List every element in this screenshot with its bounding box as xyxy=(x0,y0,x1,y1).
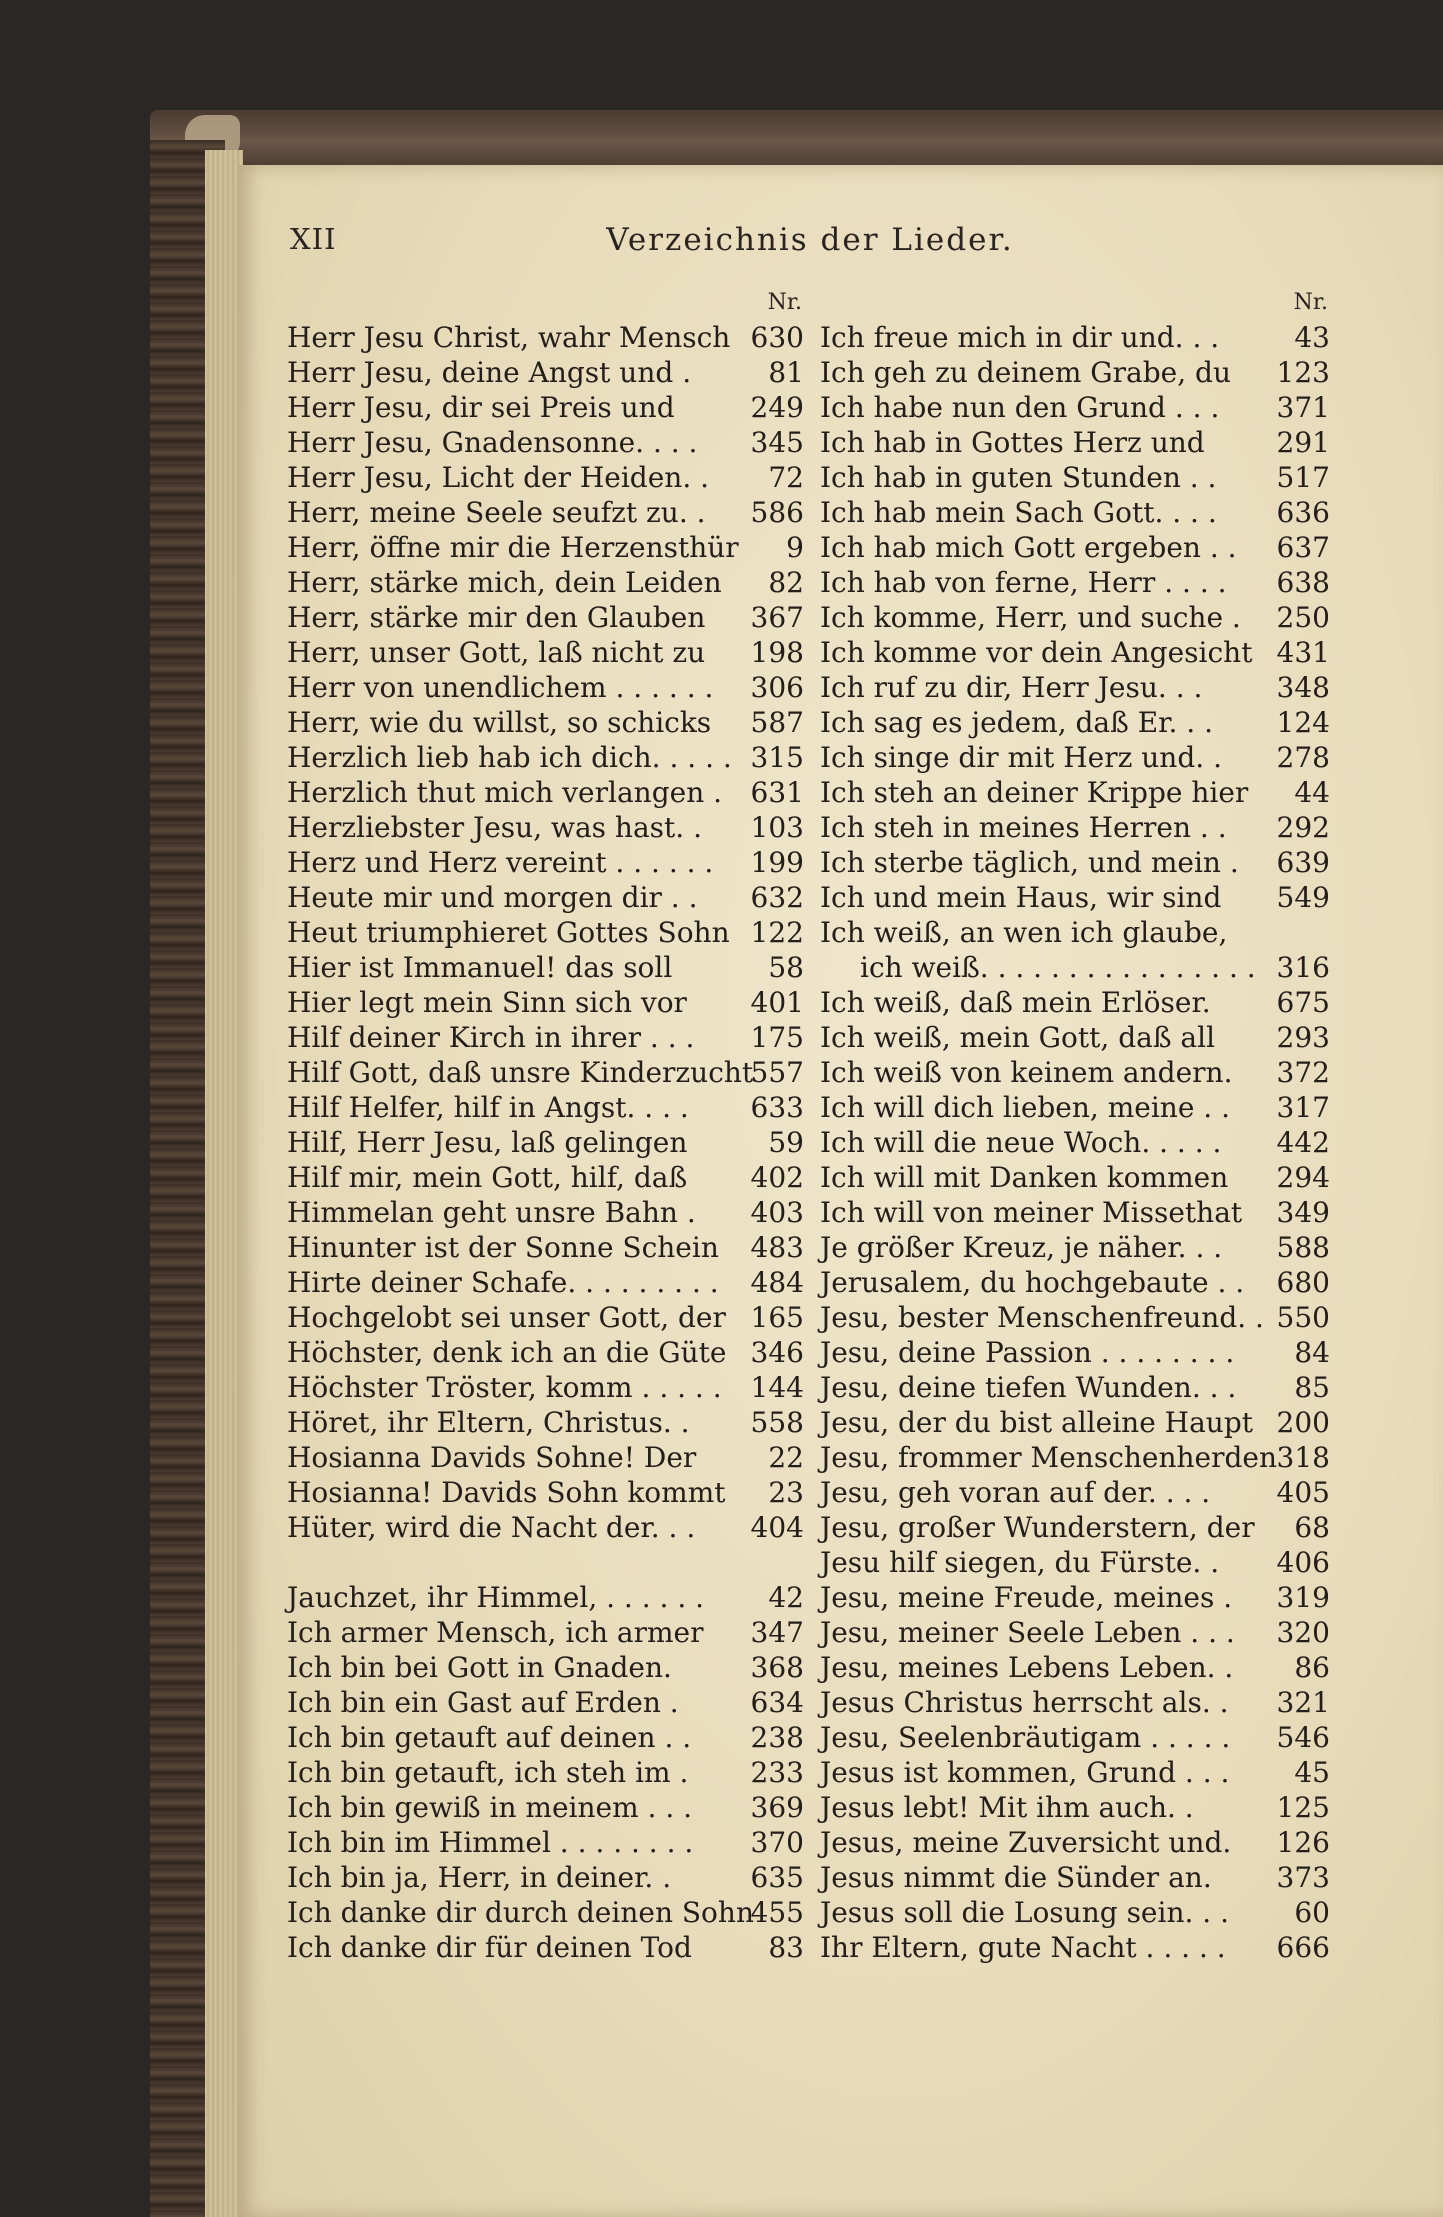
hymn-number: 345 xyxy=(750,426,804,459)
hymn-number: 199 xyxy=(750,846,804,879)
index-entry xyxy=(820,565,1330,600)
index-entry xyxy=(287,775,804,810)
hymn-title: Herz und Herz vereint . . . . . . xyxy=(287,846,714,879)
hymn-title: Ich ruf zu dir, Herr Jesu. . . xyxy=(820,671,1203,704)
hymn-title: Jesu, meiner Seele Leben . . . xyxy=(820,1616,1235,1649)
hymn-title: Ich armer Mensch, ich armer xyxy=(287,1616,704,1649)
hymn-number: 84 xyxy=(1294,1336,1330,1369)
hymn-title: Ich hab in guten Stunden . . xyxy=(820,461,1217,494)
hymn-title: Hüter, wird die Nacht der. . . xyxy=(287,1511,696,1544)
hymn-title: Ich komme vor dein Angesicht xyxy=(820,636,1253,669)
hymn-number: 318 xyxy=(1276,1441,1330,1474)
hymn-title: Ich will dich lieben, meine . . xyxy=(820,1091,1230,1124)
index-entry xyxy=(287,1440,804,1475)
hymn-number: 637 xyxy=(1276,531,1330,564)
index-entry xyxy=(820,1545,1330,1580)
hymn-title: Ich bin ein Gast auf Erden . xyxy=(287,1686,679,1719)
hymn-number: 558 xyxy=(750,1406,804,1439)
hymn-title: Jesu, meines Lebens Leben. . xyxy=(820,1651,1234,1684)
hymn-title: Jesus ist kommen, Grund . . . xyxy=(820,1756,1230,1789)
index-entry xyxy=(820,740,1330,775)
index-entry xyxy=(287,1300,804,1335)
hymn-number: 588 xyxy=(1276,1231,1330,1264)
hymn-title: Herr Jesu, Gnadensonne. . . . xyxy=(287,426,698,459)
page-number: XII xyxy=(290,222,337,256)
index-entry xyxy=(820,1300,1330,1335)
index-entry xyxy=(820,1405,1330,1440)
hymn-title: Je größer Kreuz, je näher. . . xyxy=(820,1231,1223,1264)
hymn-number: 636 xyxy=(1276,496,1330,529)
index-entry xyxy=(287,530,804,565)
index-entry xyxy=(287,1370,804,1405)
hymn-title: Herr Jesu, dir sei Preis und xyxy=(287,391,675,424)
hymn-title: Ich hab mich Gott ergeben . . xyxy=(820,531,1237,564)
hymn-number: 85 xyxy=(1294,1371,1330,1404)
index-entry xyxy=(287,1335,804,1370)
hymn-number: 60 xyxy=(1294,1896,1330,1929)
index-entry xyxy=(287,1650,804,1685)
hymn-number: 550 xyxy=(1276,1301,1330,1334)
hymn-title: Hilf, Herr Jesu, laß gelingen xyxy=(287,1126,688,1159)
hymn-number: 123 xyxy=(1276,356,1330,389)
hymn-title: Ich sterbe täglich, und mein . xyxy=(820,846,1239,879)
hymn-title: Jauchzet, ihr Himmel, . . . . . . xyxy=(287,1581,705,1614)
hymn-number: 402 xyxy=(750,1161,804,1194)
hymn-title: Ich steh in meines Herren . . xyxy=(820,811,1227,844)
hymn-title: Ich will die neue Woch. . . . . xyxy=(820,1126,1222,1159)
index-entry xyxy=(820,1755,1330,1790)
hymn-number: 347 xyxy=(750,1616,804,1649)
index-entry xyxy=(820,1020,1330,1055)
hymn-title: Herr von unendlichem . . . . . . xyxy=(287,671,714,704)
hymn-title: Herr Jesu, Licht der Heiden. . xyxy=(287,461,710,494)
hymn-number: 517 xyxy=(1276,461,1330,494)
index-entry xyxy=(287,495,804,530)
hymn-number: 43 xyxy=(1294,321,1330,354)
index-entry xyxy=(820,1160,1330,1195)
index-entry xyxy=(287,390,804,425)
hymn-title: Jesu, der du bist alleine Haupt xyxy=(820,1406,1253,1439)
hymn-number: 249 xyxy=(750,391,804,424)
hymn-title: Jesu, großer Wunderstern, der xyxy=(820,1511,1255,1544)
hymn-title: Ich habe nun den Grund . . . xyxy=(820,391,1220,424)
hymn-title: Ich bin bei Gott in Gnaden. xyxy=(287,1651,672,1684)
hymn-title: Herzliebster Jesu, was hast. . xyxy=(287,811,702,844)
hymn-number: 175 xyxy=(750,1021,804,1054)
hymn-number: 42 xyxy=(768,1581,804,1614)
index-entry xyxy=(820,1650,1330,1685)
index-entry xyxy=(287,635,804,670)
hymn-title: Jesu, meine Freude, meines . xyxy=(820,1581,1233,1614)
hymn-number: 122 xyxy=(750,916,804,949)
index-entry xyxy=(820,705,1330,740)
hymn-title: Jesus nimmt die Sünder an. xyxy=(820,1861,1212,1894)
hymn-number: 58 xyxy=(768,951,804,984)
hymn-number: 233 xyxy=(750,1756,804,1789)
index-entry xyxy=(287,1860,804,1895)
hymn-number: 81 xyxy=(768,356,804,389)
hymn-title: Jesu, frommer Menschenherden xyxy=(820,1441,1278,1474)
hymn-number: 680 xyxy=(1276,1266,1330,1299)
index-entry xyxy=(820,425,1330,460)
hymn-number: 630 xyxy=(750,321,804,354)
hymn-number: 549 xyxy=(1276,881,1330,914)
index-entry xyxy=(287,1125,804,1160)
hymn-title: Jesus Christus herrscht als. . xyxy=(820,1686,1229,1719)
hymn-title: Herr Jesu Christ, wahr Mensch xyxy=(287,321,731,354)
hymn-number: 633 xyxy=(750,1091,804,1124)
hymn-title: Hilf mir, mein Gott, hilf, daß xyxy=(287,1161,688,1194)
hymn-title: Herzlich thut mich verlangen . xyxy=(287,776,723,809)
hymn-title: Ich weiß, an wen ich glaube, xyxy=(820,916,1228,949)
hymn-number: 292 xyxy=(1276,811,1330,844)
index-entry xyxy=(287,1475,804,1510)
index-entry xyxy=(287,1195,804,1230)
hymn-number: 125 xyxy=(1276,1791,1330,1824)
index-entry xyxy=(820,775,1330,810)
index-entry xyxy=(287,460,804,495)
index-entry xyxy=(287,740,804,775)
index-entry xyxy=(820,1090,1330,1125)
hymn-number: 557 xyxy=(750,1056,804,1089)
index-entry xyxy=(287,1615,804,1650)
index-entry xyxy=(287,1580,804,1615)
hymn-title: Höchster Tröster, komm . . . . . xyxy=(287,1371,722,1404)
index-entry xyxy=(287,985,804,1020)
hymn-title: Hosianna Davids Sohne! Der xyxy=(287,1441,697,1474)
hymn-title: Ich will von meiner Missethat xyxy=(820,1196,1243,1229)
hymn-number: 165 xyxy=(750,1301,804,1334)
hymn-number: 635 xyxy=(750,1861,804,1894)
index-entry xyxy=(820,1685,1330,1720)
hymn-number: 23 xyxy=(768,1476,804,1509)
hymn-title: Ich weiß, mein Gott, daß all xyxy=(820,1021,1216,1054)
hymn-title: Jesu hilf siegen, du Fürste. . xyxy=(820,1546,1220,1579)
hymn-title: Jesu, deine Passion . . . . . . . . xyxy=(820,1336,1235,1369)
hymn-title: Hilf deiner Kirch in ihrer . . . xyxy=(287,1021,695,1054)
hymn-title: Herzlich lieb hab ich dich. . . . . xyxy=(287,741,732,774)
hymn-title: Jesus, meine Zuversicht und. xyxy=(820,1826,1232,1859)
index-entry xyxy=(820,530,1330,565)
hymn-title: Herr, stärke mich, dein Leiden xyxy=(287,566,722,599)
index-entry xyxy=(820,355,1330,390)
hymn-title: Ich hab von ferne, Herr . . . . xyxy=(820,566,1227,599)
index-entry xyxy=(820,1860,1330,1895)
hymn-number: 86 xyxy=(1294,1651,1330,1684)
index-entry xyxy=(820,1125,1330,1160)
hymn-title: Höchster, denk ich an die Güte xyxy=(287,1336,727,1369)
hymn-title: Hinunter ist der Sonne Schein xyxy=(287,1231,719,1264)
hymn-title: Jerusalem, du hochgebaute . . xyxy=(820,1266,1245,1299)
hymn-number: 406 xyxy=(1276,1546,1330,1579)
hymn-title: Ich bin gewiß in meinem . . . xyxy=(287,1791,693,1824)
hymn-title: Ich bin getauft auf deinen . . xyxy=(287,1721,692,1754)
hymn-title: Herr Jesu, deine Angst und . xyxy=(287,356,692,389)
hymn-number: 587 xyxy=(750,706,804,739)
index-entry xyxy=(287,1510,804,1545)
entry-list-right xyxy=(820,320,1330,1965)
hymn-number: 319 xyxy=(1276,1581,1330,1614)
hymn-number: 238 xyxy=(750,1721,804,1754)
index-entry xyxy=(820,1930,1330,1965)
index-entry xyxy=(287,810,804,845)
hymn-number: 349 xyxy=(1276,1196,1330,1229)
hymn-number: 9 xyxy=(786,531,804,564)
hymn-title: Ich und mein Haus, wir sind xyxy=(820,881,1222,914)
index-entry xyxy=(287,1895,804,1930)
index-entry xyxy=(820,495,1330,530)
hymn-number: 372 xyxy=(1276,1056,1330,1089)
hymn-number: 59 xyxy=(768,1126,804,1159)
hymn-title: Hochgelobt sei unser Gott, der xyxy=(287,1301,726,1334)
hymn-number: 639 xyxy=(1276,846,1330,879)
hymn-number: 315 xyxy=(750,741,804,774)
hymn-title: Ich danke dir für deinen Tod xyxy=(287,1931,692,1964)
hymn-title: Ich weiß von keinem andern. xyxy=(820,1056,1233,1089)
hymn-title: Jesu, geh voran auf der. . . . xyxy=(820,1476,1211,1509)
hymn-number: 103 xyxy=(750,811,804,844)
index-entry xyxy=(287,845,804,880)
index-entry xyxy=(820,1265,1330,1300)
index-entry xyxy=(820,1335,1330,1370)
hymn-title: Ich geh zu deinem Grabe, du xyxy=(820,356,1231,389)
hymn-title: Ich bin getauft, ich steh im . xyxy=(287,1756,689,1789)
hymn-number: 368 xyxy=(750,1651,804,1684)
running-head xyxy=(0,222,1443,262)
hymn-number: 484 xyxy=(750,1266,804,1299)
index-entry xyxy=(287,1685,804,1720)
hymn-title: Ich danke dir durch deinen Sohn xyxy=(287,1896,754,1929)
hymn-title: Heut triumphieret Gottes Sohn xyxy=(287,916,730,949)
index-entry xyxy=(287,320,804,355)
hymn-title: Hier legt mein Sinn sich vor xyxy=(287,986,687,1019)
hymn-number: 200 xyxy=(1276,1406,1330,1439)
index-entry xyxy=(820,810,1330,845)
index-entry xyxy=(287,880,804,915)
hymn-number: 316 xyxy=(1276,951,1330,984)
hymn-number: 291 xyxy=(1276,426,1330,459)
index-entry xyxy=(820,915,1330,950)
hymn-number: 45 xyxy=(1294,1756,1330,1789)
hymn-title: Höret, ihr Eltern, Christus. . xyxy=(287,1406,690,1439)
index-entry xyxy=(820,320,1330,355)
hymn-number: 401 xyxy=(750,986,804,1019)
index-entry xyxy=(287,1055,804,1090)
index-entry xyxy=(287,705,804,740)
nr-column-label: Nr. xyxy=(767,290,802,315)
index-entry xyxy=(820,1720,1330,1755)
index-entry xyxy=(820,1370,1330,1405)
hymn-number: 370 xyxy=(750,1826,804,1859)
hymn-title: Heute mir und morgen dir . . xyxy=(287,881,698,914)
index-entry xyxy=(287,1930,804,1965)
index-entry xyxy=(287,355,804,390)
hymn-title: Jesu, bester Menschenfreund. . xyxy=(820,1301,1264,1334)
hymn-number: 346 xyxy=(750,1336,804,1369)
hymn-number: 126 xyxy=(1276,1826,1330,1859)
hymn-title: Ich will mit Danken kommen xyxy=(820,1161,1229,1194)
hymn-number: 442 xyxy=(1276,1126,1330,1159)
hymn-number: 306 xyxy=(750,671,804,704)
index-entry xyxy=(820,390,1330,425)
index-entry xyxy=(820,1510,1330,1545)
hymn-number: 631 xyxy=(750,776,804,809)
index-entry xyxy=(820,1825,1330,1860)
index-entry xyxy=(287,1265,804,1300)
hymn-title: Ich bin im Himmel . . . . . . . . xyxy=(287,1826,694,1859)
hymn-number: 675 xyxy=(1276,986,1330,1019)
hymn-number: 144 xyxy=(750,1371,804,1404)
hymn-title: Himmelan geht unsre Bahn . xyxy=(287,1196,696,1229)
index-entry xyxy=(287,1160,804,1195)
hymn-number: 455 xyxy=(750,1896,804,1929)
hymn-number: 82 xyxy=(768,566,804,599)
index-entry xyxy=(287,1720,804,1755)
index-entry xyxy=(820,1440,1330,1475)
index-entry xyxy=(287,1020,804,1055)
hymn-title: Herr, stärke mir den Glauben xyxy=(287,601,706,634)
index-entry xyxy=(287,565,804,600)
index-entry xyxy=(287,1755,804,1790)
hymn-title: Ich bin ja, Herr, in deiner. . xyxy=(287,1861,672,1894)
hymn-number: 294 xyxy=(1276,1161,1330,1194)
index-entry xyxy=(820,1790,1330,1825)
hymn-title: Ich weiß, daß mein Erlöser. xyxy=(820,986,1211,1019)
hymn-title: Jesus lebt! Mit ihm auch. . xyxy=(820,1791,1194,1824)
hymn-title: Ihr Eltern, gute Nacht . . . . . xyxy=(820,1931,1226,1964)
hymn-title: Ich komme, Herr, und suche . xyxy=(820,601,1241,634)
hymn-title: ich weiß. . . . . . . . . . . . . . . . xyxy=(860,951,1256,984)
hymn-title: Ich hab in Gottes Herz und xyxy=(820,426,1205,459)
hymn-title: Hilf Helfer, hilf in Angst. . . . xyxy=(287,1091,689,1124)
hymn-number: 293 xyxy=(1276,1021,1330,1054)
hymn-title: Ich hab mein Sach Gott. . . . xyxy=(820,496,1217,529)
hymn-number: 278 xyxy=(1276,741,1330,774)
hymn-number: 371 xyxy=(1276,391,1330,424)
hymn-number: 483 xyxy=(750,1231,804,1264)
index-entry xyxy=(820,1615,1330,1650)
hymn-title: Hirte deiner Schafe. . . . . . . . . xyxy=(287,1266,719,1299)
hymn-number: 321 xyxy=(1276,1686,1330,1719)
hymn-title: Ich freue mich in dir und. . . xyxy=(820,321,1220,354)
hymn-title: Ich steh an deiner Krippe hier xyxy=(820,776,1249,809)
index-entry xyxy=(287,915,804,950)
hymn-title: Hosianna! Davids Sohn kommt xyxy=(287,1476,726,1509)
index-entry xyxy=(820,880,1330,915)
index-entry xyxy=(287,1825,804,1860)
hymn-title: Herr, meine Seele seufzt zu. . xyxy=(287,496,706,529)
index-entry xyxy=(287,425,804,460)
index-entry xyxy=(820,1580,1330,1615)
hymn-number: 72 xyxy=(768,461,804,494)
hymn-number: 22 xyxy=(768,1441,804,1474)
hymn-number: 68 xyxy=(1294,1511,1330,1544)
hymn-number: 373 xyxy=(1276,1861,1330,1894)
hymn-number: 638 xyxy=(1276,566,1330,599)
index-entry xyxy=(820,1055,1330,1090)
hymn-number: 250 xyxy=(1276,601,1330,634)
hymn-title: Jesus soll die Losung sein. . . xyxy=(820,1896,1229,1929)
entry-list-left xyxy=(287,320,804,1965)
index-entry xyxy=(287,1545,804,1580)
hymn-number: 431 xyxy=(1276,636,1330,669)
index-entry xyxy=(287,1230,804,1265)
index-entry xyxy=(820,600,1330,635)
index-entry xyxy=(820,670,1330,705)
index-entry xyxy=(820,635,1330,670)
hymn-number: 348 xyxy=(1276,671,1330,704)
hymn-number: 586 xyxy=(750,496,804,529)
hymn-title: Hier ist Immanuel! das soll xyxy=(287,951,673,984)
index-entry xyxy=(820,1475,1330,1510)
hymn-number: 317 xyxy=(1276,1091,1330,1124)
hymn-number: 369 xyxy=(750,1791,804,1824)
hymn-number: 666 xyxy=(1276,1931,1330,1964)
index-entry xyxy=(287,670,804,705)
page-title: Verzeichnis der Lieder. xyxy=(606,222,1014,258)
hymn-number: 124 xyxy=(1276,706,1330,739)
hymn-title: Hilf Gott, daß unsre Kinderzucht xyxy=(287,1056,754,1089)
hymn-title: Jesu, deine tiefen Wunden. . . xyxy=(820,1371,1237,1404)
hymn-title: Herr, unser Gott, laß nicht zu xyxy=(287,636,706,669)
index-entry xyxy=(820,1895,1330,1930)
hymn-number: 546 xyxy=(1276,1721,1330,1754)
index-entry xyxy=(287,600,804,635)
index-entry xyxy=(820,460,1330,495)
index-entry xyxy=(287,1790,804,1825)
hymn-title: Herr, öffne mir die Herzensthür xyxy=(287,531,739,564)
hymn-number: 403 xyxy=(750,1196,804,1229)
index-entry xyxy=(820,1230,1330,1265)
hymn-number: 634 xyxy=(750,1686,804,1719)
hymn-title: Herr, wie du willst, so schicks xyxy=(287,706,712,739)
index-entry xyxy=(820,985,1330,1020)
index-entry xyxy=(287,950,804,985)
index-entry xyxy=(287,1090,804,1125)
hymn-title: Ich sag es jedem, daß Er. . . xyxy=(820,706,1213,739)
nr-column-label: Nr. xyxy=(1293,290,1328,315)
hymn-title: Ich singe dir mit Herz und. . xyxy=(820,741,1222,774)
hymn-number: 367 xyxy=(750,601,804,634)
hymn-number: 44 xyxy=(1294,776,1330,809)
hymn-number: 320 xyxy=(1276,1616,1330,1649)
index-entry xyxy=(820,845,1330,880)
hymn-number: 405 xyxy=(1276,1476,1330,1509)
hymn-number: 632 xyxy=(750,881,804,914)
hymn-number: 83 xyxy=(768,1931,804,1964)
hymn-number: 404 xyxy=(750,1511,804,1544)
index-entry xyxy=(287,1405,804,1440)
index-entry xyxy=(820,1195,1330,1230)
hymn-number: 198 xyxy=(750,636,804,669)
hymn-title: Jesu, Seelenbräutigam . . . . . xyxy=(820,1721,1231,1754)
index-entry xyxy=(820,950,1330,985)
